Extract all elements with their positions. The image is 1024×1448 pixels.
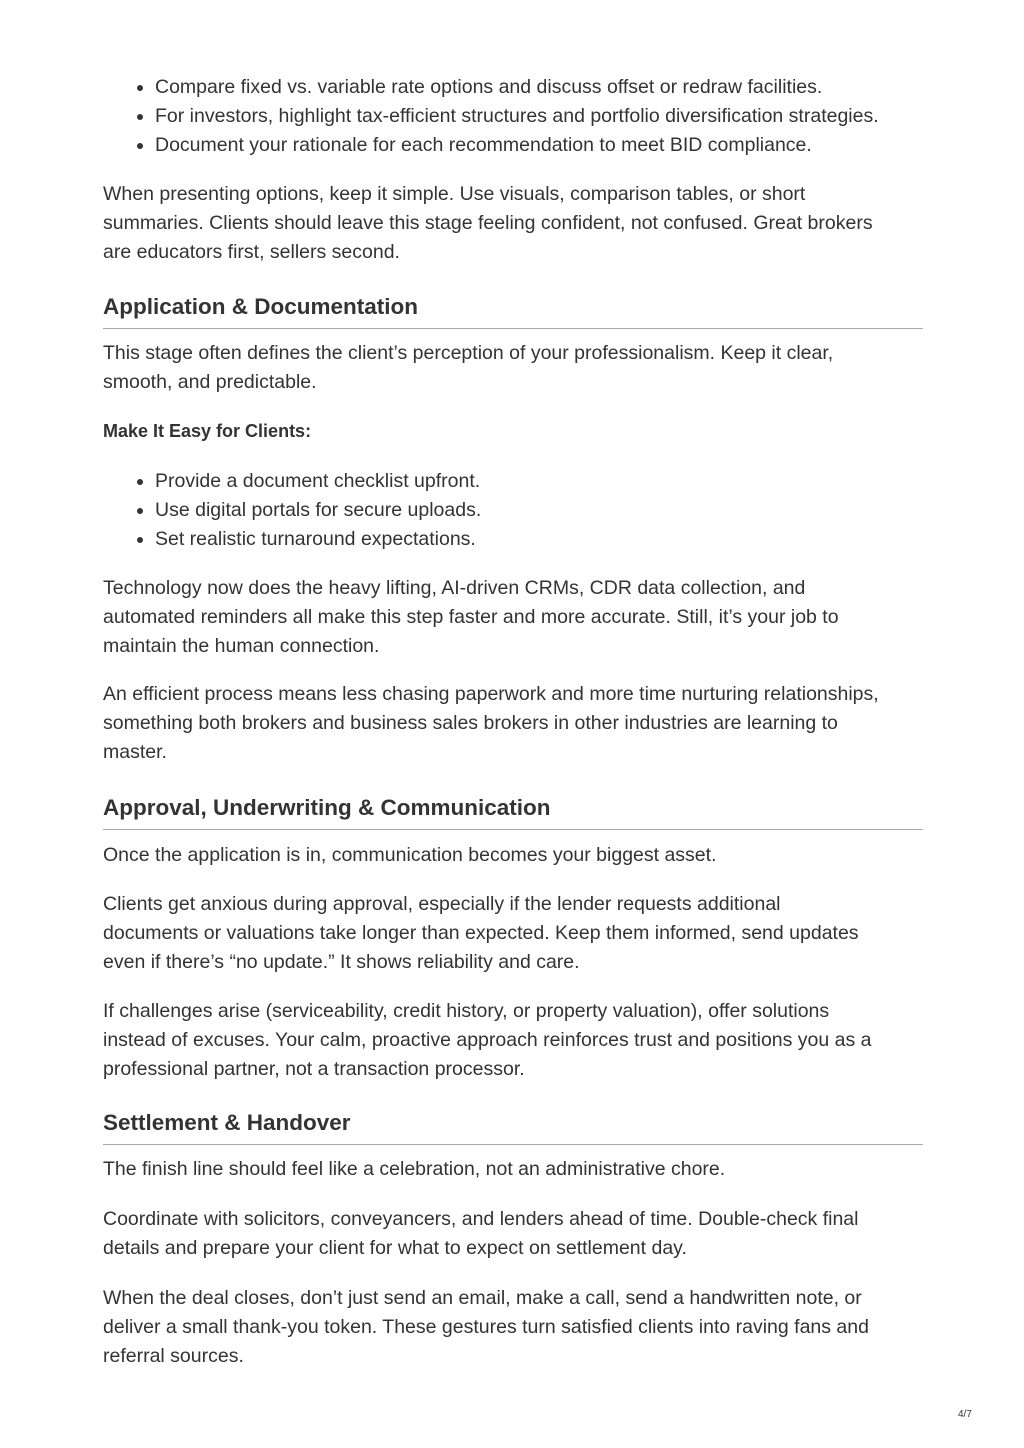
paragraph-line: documents or valuations take longer than expected. Keep them informed, send updates [103, 922, 859, 944]
paragraph [103, 997, 933, 1084]
paragraph-line: When the deal closes, don’t just send an email, make a call, send a handwritten note, or [103, 1287, 862, 1309]
list-item: Set realistic turnaround expectations. [103, 525, 933, 554]
subheading: Make It Easy for Clients: [103, 421, 312, 441]
paragraph [103, 339, 933, 397]
paragraph [103, 841, 933, 870]
paragraph-line: even if there’s “no update.” It shows reliability and care. [103, 951, 580, 973]
paragraph [103, 1284, 933, 1371]
paragraph-line: master. [103, 741, 167, 763]
bullet-list [103, 73, 933, 160]
paragraph-line: Technology now does the heavy lifting, AI-driven CRMs, CDR data collection, and [103, 577, 806, 599]
list-item: Provide a document checklist upfront. [103, 467, 933, 496]
paragraph-line: details and prepare your client for what to expect on settlement day. [103, 1237, 687, 1259]
paragraph-line: If challenges arise (serviceability, credit history, or property valuation), offer solutions [103, 1000, 830, 1022]
paragraph [103, 574, 933, 661]
paragraph [103, 180, 933, 267]
list-item: Compare fixed vs. variable rate options and discuss offset or redraw facilities. [103, 73, 933, 102]
paragraph-line: Clients get anxious during approval, especially if the lender requests additional [103, 893, 781, 915]
paragraph-line: referral sources. [103, 1345, 244, 1367]
paragraph [103, 890, 933, 977]
paragraph-line: When presenting options, keep it simple. Use visuals, comparison tables, or short [103, 183, 806, 205]
paragraph-line: maintain the human connection. [103, 635, 380, 657]
paragraph-line: deliver a small thank-you token. These gestures turn satisfied clients into raving fans and [103, 1316, 869, 1338]
paragraph-line: professional partner, not a transaction processor. [103, 1058, 525, 1080]
paragraph [103, 1205, 933, 1263]
paragraph-line: something both brokers and business sales brokers in other industries are learning to [103, 712, 838, 734]
section-heading: Application & Documentation [103, 292, 923, 329]
list-item: For investors, highlight tax-efficient structures and portfolio diversification strategies. [103, 102, 933, 131]
paragraph-line: automated reminders all make this step faster and more accurate. Still, it’s your job to [103, 606, 839, 628]
paragraph-line: instead of excuses. Your calm, proactive approach reinforces trust and positions you as a [103, 1029, 872, 1051]
page-number: 4/7 [958, 1409, 972, 1420]
paragraph-line: smooth, and predictable. [103, 371, 317, 393]
paragraph [103, 1155, 933, 1184]
bullet-list [103, 467, 933, 554]
paragraph-line: summaries. Clients should leave this stage feeling confident, not confused. Great brokers [103, 212, 873, 234]
paragraph-line: Coordinate with solicitors, conveyancers, and lenders ahead of time. Double-check final [103, 1208, 859, 1230]
paragraph-line: The finish line should feel like a celebration, not an administrative chore. [103, 1158, 726, 1180]
list-item: Document your rationale for each recommendation to meet BID compliance. [103, 131, 933, 160]
paragraph-line: An efficient process means less chasing paperwork and more time nurturing relationships, [103, 683, 879, 705]
list-item: Use digital portals for secure uploads. [103, 496, 933, 525]
paragraph [103, 680, 933, 767]
section-heading: Approval, Underwriting & Communication [103, 793, 923, 830]
paragraph-line: are educators first, sellers second. [103, 241, 400, 263]
paragraph-line: This stage often defines the client’s perception of your professionalism. Keep it clear, [103, 342, 834, 364]
paragraph-line: Once the application is in, communication becomes your biggest asset. [103, 844, 717, 866]
section-heading: Settlement & Handover [103, 1108, 923, 1145]
